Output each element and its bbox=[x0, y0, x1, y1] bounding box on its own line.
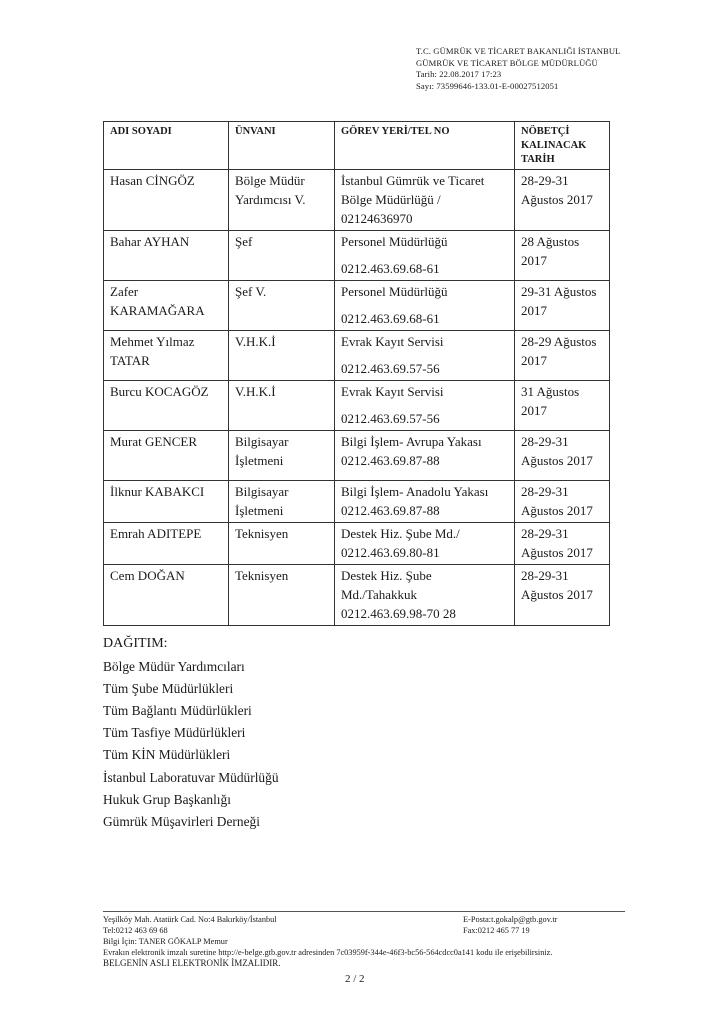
cell-name: Cem DOĞAN bbox=[104, 565, 229, 626]
column-header-place: GÖREV YERİ/TEL NO bbox=[335, 122, 515, 170]
distribution-item: Tüm Bağlantı Müdürlükleri bbox=[103, 703, 252, 719]
table-row bbox=[104, 481, 610, 523]
place-text: Destek Hiz. Şube Md./Tahakkuk bbox=[341, 568, 432, 602]
cell-place bbox=[335, 281, 515, 331]
cell-name: Zafer KARAMAĞARA bbox=[104, 281, 229, 331]
cell-name: Burcu KOCAGÖZ bbox=[104, 381, 229, 431]
phone-text: 0212.463.69.87-88 bbox=[341, 453, 440, 468]
document-number: Sayı: 73599646-133.01-E-00027512051 bbox=[416, 80, 559, 91]
cell-date: 28-29-31 Ağustos 2017 bbox=[515, 481, 610, 523]
cell-name: Hasan CİNGÖZ bbox=[104, 170, 229, 231]
column-header-title: ÜNVANI bbox=[229, 122, 335, 170]
column-header-name: ADI SOYADI bbox=[104, 122, 229, 170]
place-text: Evrak Kayıt Servisi bbox=[341, 384, 444, 399]
cell-date: 28-29-31 Ağustos 2017 bbox=[515, 431, 610, 481]
cell-date: 28 Ağustos 2017 bbox=[515, 231, 610, 281]
cell-name: Emrah ADITEPE bbox=[104, 523, 229, 565]
cell-date: 28-29-31 Ağustos 2017 bbox=[515, 565, 610, 626]
footer-verification-note: Evrakın elektronik imzalı suretine http://e-belge.gtb.gov.tr adresinden 7c03959f-344e-46f3-bc56-564cdcc0a141 kodu ile erişebilirsiniz. bbox=[103, 948, 553, 957]
place-text: Personel Müdürlüğü bbox=[341, 284, 448, 299]
place-text: Bilgi İşlem- Avrupa Yakası bbox=[341, 434, 482, 449]
cell-title: Şef bbox=[229, 231, 335, 281]
phone-text: 0212.463.69.57-56 bbox=[341, 411, 440, 426]
distribution-title: DAĞITIM: bbox=[103, 636, 168, 651]
cell-title: Bilgisayar İşletmeni bbox=[229, 431, 335, 481]
place-text: Personel Müdürlüğü bbox=[341, 234, 448, 249]
table-row bbox=[104, 565, 610, 626]
table-row bbox=[104, 281, 610, 331]
institution-line-1: T.C. GÜMRÜK VE TİCARET BAKANLIĞI İSTANBUL bbox=[416, 46, 621, 56]
distribution-list bbox=[103, 633, 279, 833]
phone-text: 0212.463.69.80-81 bbox=[341, 545, 440, 560]
cell-place bbox=[335, 170, 515, 231]
table-row bbox=[104, 431, 610, 481]
distribution-item: Hukuk Grup Başkanlığı bbox=[103, 791, 231, 807]
cell-title: Şef V. bbox=[229, 281, 335, 331]
footer-address: Yeşilköy Mah. Atatürk Cad. No:4 Bakırköy/İstanbul bbox=[103, 915, 277, 924]
place-text: İstanbul Gümrük ve Ticaret Bölge Müdürlüğü / bbox=[341, 173, 485, 207]
cell-date: 28-29-31 Ağustos 2017 bbox=[515, 170, 610, 231]
distribution-item: İstanbul Laboratuvar Müdürlüğü bbox=[103, 769, 279, 785]
cell-date: 31 Ağustos 2017 bbox=[515, 381, 610, 431]
phone-text: 0212.463.69.68-61 bbox=[341, 261, 440, 276]
phone-text: 0212.463.69.98-70 28 bbox=[341, 606, 456, 621]
cell-name: Murat GENCER bbox=[104, 431, 229, 481]
cell-place bbox=[335, 565, 515, 626]
cell-name: Bahar AYHAN bbox=[104, 231, 229, 281]
distribution-item: Bölge Müdür Yardımcıları bbox=[103, 659, 245, 675]
table-row bbox=[104, 523, 610, 565]
table-row bbox=[104, 231, 610, 281]
table-row bbox=[104, 381, 610, 431]
cell-place bbox=[335, 481, 515, 523]
cell-place bbox=[335, 523, 515, 565]
cell-title: V.H.K.İ bbox=[229, 381, 335, 431]
table-row bbox=[104, 331, 610, 381]
place-text: Evrak Kayıt Servisi bbox=[341, 334, 444, 349]
table-row bbox=[104, 170, 610, 231]
footer-email: E-Posta:t.gokalp@gtb.gov.tr bbox=[463, 915, 558, 924]
distribution-item: Tüm Tasfiye Müdürlükleri bbox=[103, 725, 246, 741]
document-date: Tarih: 22.08.2017 17:23 bbox=[416, 69, 502, 80]
footer-fax: Fax:0212 465 77 19 bbox=[463, 926, 530, 935]
cell-date: 28-29-31 Ağustos 2017 bbox=[515, 523, 610, 565]
cell-place bbox=[335, 231, 515, 281]
phone-text: 0212.463.69.87-88 bbox=[341, 503, 440, 518]
document-header bbox=[416, 46, 716, 92]
cell-place bbox=[335, 331, 515, 381]
cell-place bbox=[335, 431, 515, 481]
cell-name: Mehmet Yılmaz TATAR bbox=[104, 331, 229, 381]
distribution-item: Gümrük Müşavirleri Derneği bbox=[103, 813, 260, 829]
place-text: Bilgi İşlem- Anadolu Yakası bbox=[341, 484, 489, 499]
phone-text: 0212.463.69.57-56 bbox=[341, 361, 440, 376]
cell-name: İlknur KABAKCI bbox=[104, 481, 229, 523]
place-text: Destek Hiz. Şube Md./ bbox=[341, 526, 460, 541]
phone-text: 02124636970 bbox=[341, 211, 413, 226]
column-header-date: NÖBETÇİ KALINACAK TARİH bbox=[515, 122, 610, 170]
cell-title: Bilgisayar İşletmeni bbox=[229, 481, 335, 523]
duty-roster-table bbox=[103, 121, 610, 626]
cell-title: Teknisyen bbox=[229, 565, 335, 626]
cell-title: V.H.K.İ bbox=[229, 331, 335, 381]
table-header-row bbox=[104, 122, 610, 170]
phone-text: 0212.463.69.68-61 bbox=[341, 311, 440, 326]
document-footer bbox=[103, 914, 663, 969]
distribution-item: Tüm KİN Müdürlükleri bbox=[103, 747, 231, 763]
cell-date: 28-29 Ağustos 2017 bbox=[515, 331, 610, 381]
footer-phone: Tel:0212 463 69 68 bbox=[103, 926, 168, 935]
distribution-item: Tüm Şube Müdürlükleri bbox=[103, 681, 234, 697]
cell-place bbox=[335, 381, 515, 431]
page-number: 2 / 2 bbox=[345, 973, 365, 985]
cell-title: Teknisyen bbox=[229, 523, 335, 565]
cell-date: 29-31 Ağustos 2017 bbox=[515, 281, 610, 331]
footer-divider bbox=[103, 911, 625, 912]
institution-line-2: GÜMRÜK VE TİCARET BÖLGE MÜDÜRLÜĞÜ bbox=[416, 57, 598, 68]
footer-signed-note: BELGENİN ASLI ELEKTRONİK İMZALIDIR. bbox=[103, 958, 281, 968]
footer-contact-info: Bilgi İçin: TANER GÖKALP Memur bbox=[103, 937, 228, 946]
cell-title: Bölge Müdür Yardımcısı V. bbox=[229, 170, 335, 231]
